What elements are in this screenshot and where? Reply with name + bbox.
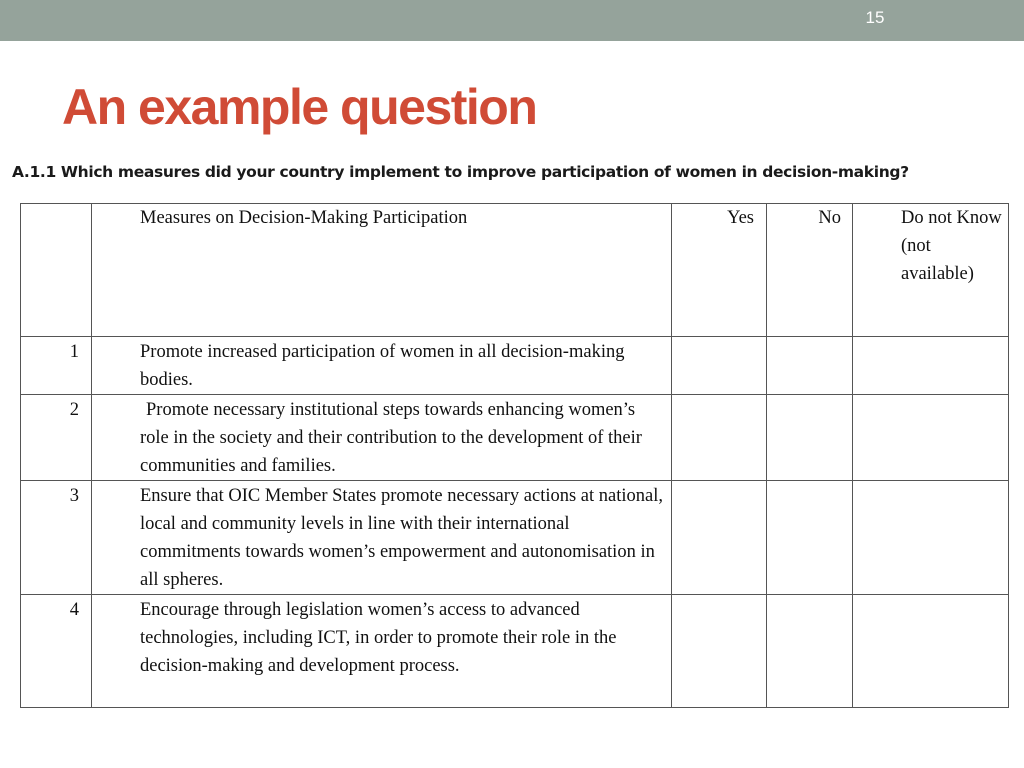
table-header-row [21, 204, 1009, 337]
row-measure-text: Promote necessary institutional steps towards enhancing women’s role in the society and their contribution to the development of their communities and families. [140, 400, 642, 476]
dont-know-cell[interactable] [853, 595, 1009, 708]
row-measure: Promote increased participation of women in all decision-making bodies. [92, 337, 672, 395]
question-text: A.1.1 Which measures did your country implement to improve participation of women in decision-making? [12, 163, 909, 181]
row-number: 2 [21, 395, 92, 481]
table-row [21, 595, 1009, 708]
header-measure: Measures on Decision-Making Participation [92, 204, 672, 337]
row-measure: Encourage through legislation women’s access to advanced technologies, including ICT, in order to promote their role in the decision-making and development process. [92, 595, 672, 708]
yes-cell[interactable] [672, 395, 767, 481]
measures-table [20, 203, 1009, 708]
top-bar [0, 0, 1024, 41]
dont-know-cell[interactable] [853, 481, 1009, 595]
yes-cell[interactable] [672, 481, 767, 595]
table-row [21, 337, 1009, 395]
row-measure: Ensure that OIC Member States promote necessary actions at national, local and community levels in line with their international commitments towards women’s empowerment and autonomisation in all spheres. [92, 481, 672, 595]
slide-number: 15 [865, 8, 885, 27]
dont-know-cell[interactable] [853, 395, 1009, 481]
yes-cell[interactable] [672, 595, 767, 708]
row-number: 1 [21, 337, 92, 395]
header-dont-know: Do not Know (not available) [853, 204, 1009, 337]
header-yes: Yes [672, 204, 767, 337]
header-number [21, 204, 92, 337]
yes-cell[interactable] [672, 337, 767, 395]
dont-know-cell[interactable] [853, 337, 1009, 395]
no-cell[interactable] [767, 337, 853, 395]
row-number: 3 [21, 481, 92, 595]
row-measure [92, 395, 672, 481]
table-row [21, 395, 1009, 481]
table-row [21, 481, 1009, 595]
slide-title: An example question [62, 79, 537, 135]
no-cell[interactable] [767, 481, 853, 595]
no-cell[interactable] [767, 395, 853, 481]
header-no: No [767, 204, 853, 337]
row-number: 4 [21, 595, 92, 708]
no-cell[interactable] [767, 595, 853, 708]
